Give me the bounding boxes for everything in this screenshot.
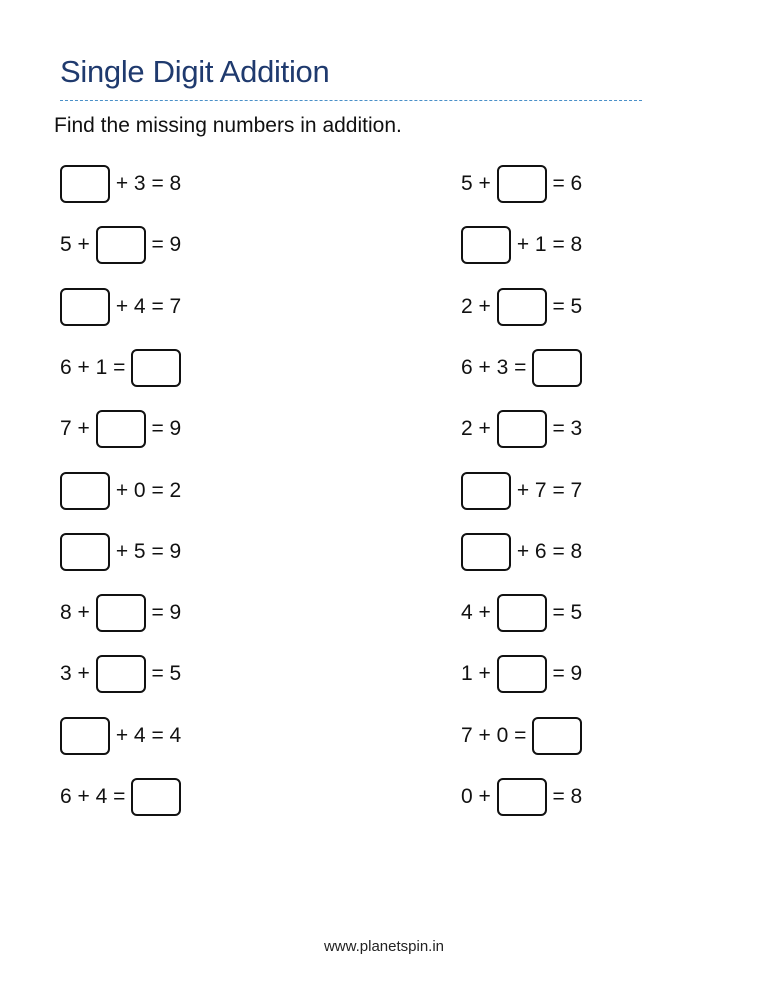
problem-right-10 bbox=[461, 716, 582, 756]
problem-left-6 bbox=[60, 471, 181, 511]
problem-text-after: = 5 bbox=[546, 294, 583, 318]
problem-text-after: + 7 = 7 bbox=[511, 478, 583, 502]
problem-text-before: 0 + bbox=[461, 785, 497, 808]
instruction-text: Find the missing numbers in addition. bbox=[54, 114, 402, 137]
problem-right-2 bbox=[461, 225, 582, 265]
problem-text-after: + 0 = 2 bbox=[110, 478, 182, 502]
problem-left-9 bbox=[60, 654, 181, 694]
answer-box[interactable] bbox=[60, 717, 110, 755]
answer-box[interactable] bbox=[60, 472, 110, 510]
problem-right-11 bbox=[461, 777, 582, 817]
answer-box[interactable] bbox=[461, 226, 511, 264]
problem-right-4 bbox=[461, 348, 582, 388]
problem-left-7 bbox=[60, 532, 181, 572]
problem-text-before: 5 + bbox=[60, 233, 96, 257]
problem-left-8 bbox=[60, 593, 181, 633]
problem-text-before: 2 + bbox=[461, 294, 497, 318]
page-title: Single Digit Addition bbox=[60, 54, 330, 89]
problem-left-4 bbox=[60, 348, 181, 388]
problem-left-3 bbox=[60, 287, 181, 327]
answer-box[interactable] bbox=[96, 594, 146, 632]
problem-text-after: + 3 = 8 bbox=[110, 172, 182, 195]
answer-box[interactable] bbox=[497, 594, 547, 632]
answer-box[interactable] bbox=[96, 655, 146, 693]
problem-text-after: + 5 = 9 bbox=[110, 539, 182, 563]
answer-box[interactable] bbox=[60, 533, 110, 571]
problem-left-5 bbox=[60, 409, 181, 449]
problem-text-before: 1 + bbox=[461, 662, 497, 686]
problem-left-2 bbox=[60, 225, 181, 265]
problem-text-after: = 6 bbox=[546, 172, 583, 195]
footer-url: www.planetspin.in bbox=[323, 938, 445, 955]
answer-box[interactable] bbox=[96, 410, 146, 448]
problem-text-before: 4 + bbox=[461, 601, 497, 625]
problem-right-3 bbox=[461, 287, 582, 327]
problem-text-before: 7 + 0 = bbox=[461, 723, 533, 747]
problem-left-11 bbox=[60, 777, 181, 817]
problem-text-after: = 9 bbox=[145, 417, 182, 441]
problem-text-after: + 4 = 7 bbox=[110, 294, 182, 318]
problem-text-after: + 4 = 4 bbox=[110, 723, 182, 747]
problem-text-after: = 3 bbox=[546, 417, 583, 441]
answer-box[interactable] bbox=[497, 410, 547, 448]
answer-box[interactable] bbox=[497, 165, 547, 203]
answer-box[interactable] bbox=[497, 655, 547, 693]
problem-left-1 bbox=[60, 164, 181, 204]
problem-text-before: 3 + bbox=[60, 662, 96, 686]
problem-text-after: = 5 bbox=[546, 601, 583, 625]
problem-text-after: + 6 = 8 bbox=[511, 539, 583, 563]
problem-text-after: + 1 = 8 bbox=[511, 233, 583, 257]
problem-right-5 bbox=[461, 409, 582, 449]
problem-right-6 bbox=[461, 471, 582, 511]
answer-box[interactable] bbox=[60, 288, 110, 326]
answer-box[interactable] bbox=[60, 165, 110, 203]
problem-text-before: 5 + bbox=[461, 172, 497, 195]
answer-box[interactable] bbox=[497, 288, 547, 326]
answer-box[interactable] bbox=[131, 349, 181, 387]
problem-text-after: = 5 bbox=[145, 662, 182, 686]
problem-text-before: 6 + 1 = bbox=[60, 355, 132, 379]
problem-right-7 bbox=[461, 532, 582, 572]
problem-right-1 bbox=[461, 164, 582, 204]
answer-box[interactable] bbox=[461, 472, 511, 510]
problem-text-before: 6 + 3 = bbox=[461, 355, 533, 379]
answer-box[interactable] bbox=[532, 717, 582, 755]
problem-left-10 bbox=[60, 716, 181, 756]
title-divider bbox=[60, 100, 642, 101]
problem-text-before: 6 + 4 = bbox=[60, 785, 132, 808]
answer-box[interactable] bbox=[96, 226, 146, 264]
problem-text-after: = 9 bbox=[145, 601, 182, 625]
problem-right-8 bbox=[461, 593, 582, 633]
answer-box[interactable] bbox=[461, 533, 511, 571]
answer-box[interactable] bbox=[497, 778, 547, 816]
problem-text-before: 2 + bbox=[461, 417, 497, 441]
problem-text-before: 7 + bbox=[60, 417, 96, 441]
problem-text-after: = 9 bbox=[145, 233, 182, 257]
answer-box[interactable] bbox=[532, 349, 582, 387]
problem-text-after: = 8 bbox=[546, 785, 583, 808]
problem-text-before: 8 + bbox=[60, 601, 96, 625]
problem-text-after: = 9 bbox=[546, 662, 583, 686]
answer-box[interactable] bbox=[131, 778, 181, 816]
problem-right-9 bbox=[461, 654, 582, 694]
